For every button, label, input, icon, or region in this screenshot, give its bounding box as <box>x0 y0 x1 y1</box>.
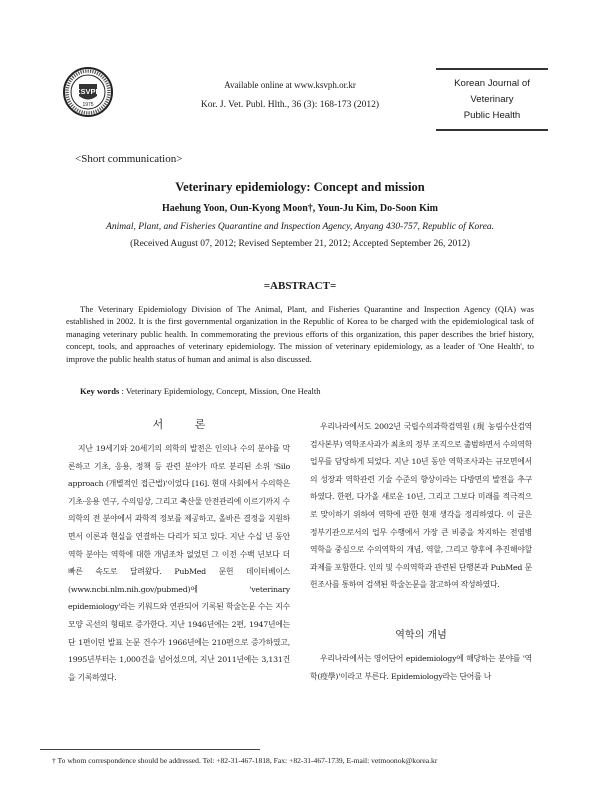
logo-year: 1975 <box>82 102 94 108</box>
correspondence-footnote: † To whom correspondence should be addressed. Tel: +82-31-467-1818, Fax: +82-31-467-1739, E-mail: vetmoonok@korea.kr <box>52 756 438 765</box>
journal-name-line: Korean Journal of <box>454 78 530 89</box>
section-heading-concept: 역학의 개념 <box>395 630 447 641</box>
left-column <box>68 440 290 686</box>
journal-name-box <box>436 68 548 131</box>
body-paragraph: 우리나라에서는 영어단어 epidemiology에 해당하는 분야를 '역학(疫學)'이라고 부른다. Epidemiology라는 단어를 나 <box>310 654 532 681</box>
citation-line: Kor. J. Vet. Publ. Hlth., 36 (3): 168-173 (2012) <box>200 100 380 110</box>
body-paragraph: 우리나라에서도 2002년 국립수의과학검역원 (現 농림수산검역검사본부) 역학조사과가 최초의 정부 조직으로 출범하면서 수의역학 업무를 담당하게 되었다. 지난 10년 동안 역학조사과는 규모면에서의 성장과 역학관련 기술 수준의 향상이라는 다방면의 발전을 추구하였다. 한편, 다가올 새로운 10년, 그리고 그보다 미래를 적극적으로 맞이하기 위하여 역학에 관한 현재 생각을 정리하였다. 이 글은 정부기관으로서의 업무 수행에서 가장 큰 비중을 차지하는 전염병 역학을 중심으로 수의역학의 개념, 역할, 그리고 향후에 추진해야할 과제를 포함한다. 인의 및 수의역학과 관련된 단행본과 PubMed 문헌조사를 통하여 검색된 학술논문을 참고하여 작성하였다. <box>310 422 532 590</box>
article-type: <Short communication> <box>75 153 183 165</box>
author-list: Haehung Yoon, Oun-Kyong Moon†, Youn-Ju Kim, Do-Soon Kim <box>162 203 438 214</box>
availability-line: Available online at www.ksvph.or.kr <box>224 80 356 90</box>
article-title: Veterinary epidemiology: Concept and mission <box>175 180 425 194</box>
keywords-values: : Veterinary Epidemiology, Concept, Mission, One Health <box>119 386 321 396</box>
abstract-body: The Veterinary Epidemiology Division of The Animal, Plant, and Fisheries Quarantine and Inspection Agency (QIA) was established in 2002. It is the first governmental organization in the Republic of Korea to be charged with the epidemiological task of managing veterinary public health. In commemorating the previous efforts of this organization, this paper describes the brief history, concept, tools, and approaches of veterinary epidemiology. The mission of veterinary epidemiology, as a leader of 'One Health', to improve the public health status of human and animal is also discussed. <box>66 304 534 364</box>
journal-logo <box>62 66 114 118</box>
abstract-heading: =ABSTRACT= <box>263 280 337 292</box>
logo-text: KSVPH <box>75 87 101 96</box>
journal-name-line: Public Health <box>463 110 521 121</box>
keywords-label: Key words <box>80 386 120 396</box>
keywords-line <box>80 386 321 396</box>
right-column <box>310 418 532 594</box>
received-dates: (Received August 07, 2012; Revised September 21, 2012; Accepted September 26, 2012) <box>130 239 470 249</box>
journal-name-line: Veterinary <box>470 94 514 105</box>
body-paragraph: 지난 19세기와 20세기의 의학의 발전은 인의나 수의 분야를 막론하고 기초, 응용, 정책 등 관련 분야가 따로 분리된 소위 'Silo approach (개별적인 접근법)'이었다 [16]. 현대 사회에서 수의학은 기초·응용 연구, 수의임상, 그리고 축산물 안전관리에 이르기까지 수의학의 전 분야에서 과학적 정보를 제공하고, 올바른 결정을 지원하면서 이론과 현실을 연결하는 다리가 되고 있다. 지난 수십 년 동안 역학 분야는 역학에 대한 개념조차 없었던 그 이전 수백 년보다 더 빠른 속도로 달려왔다. PubMed 문헌 데이터베이스(www.ncbi.nlm.nih.gov/pubmed)에 'veterinary epidemiology'라는 키워드와 연관되어 기록된 학술논문 수는 지수 모양 곡선의 형태로 증가한다. 지난 1946년에는 2편, 1947년에는 단 1편이던 발표 논문 건수가 1966년에는 210편으로 증가하였고, 1995년부터는 1,000건을 넘어섰으며, 지난 2011년에는 3,131건을 기록하였다. <box>68 444 290 682</box>
right-column-continued <box>310 650 532 685</box>
affiliation: Animal, Plant, and Fisheries Quarantine and Inspection Agency, Anyang 430-757, Republic of Korea. <box>106 222 494 232</box>
section-heading-introduction: 서 론 <box>152 418 220 431</box>
footnote-rule <box>40 749 260 750</box>
